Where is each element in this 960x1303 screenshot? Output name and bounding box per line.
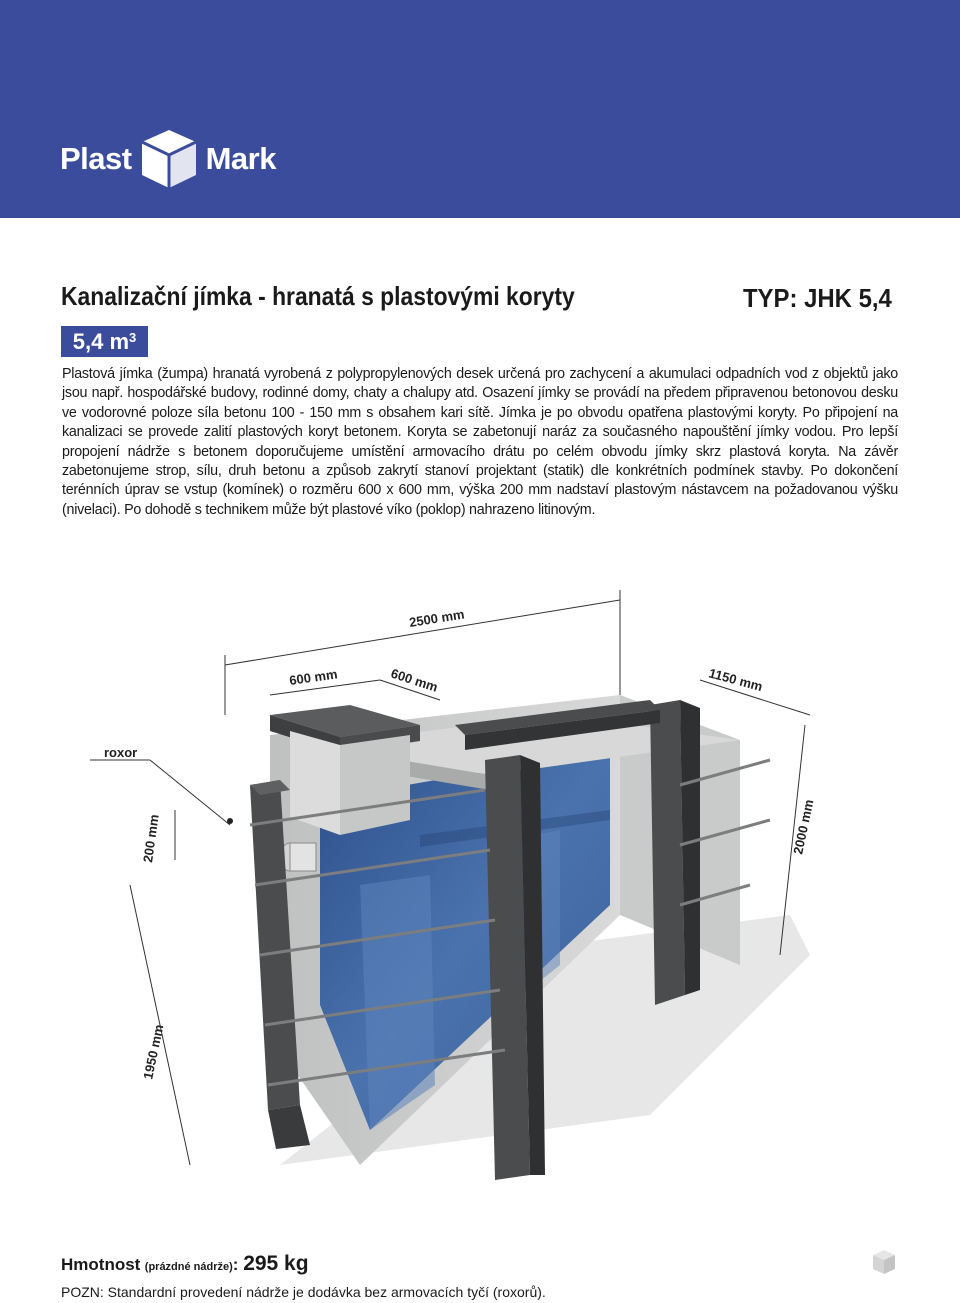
tank-diagram <box>90 585 870 1225</box>
volume-badge <box>61 326 148 357</box>
volume-value: 5,4 m <box>72 328 130 354</box>
plastmark-logo <box>60 128 276 190</box>
dim-inlet-depth-label: 600 mm <box>389 665 440 695</box>
page-title: Kanalizační jímka - hranatá s plastovými koryty <box>61 281 575 311</box>
dim-width-label: 1150 mm <box>707 665 765 695</box>
rib-3 <box>650 700 685 1005</box>
logo-word-mark: Mark <box>205 141 276 176</box>
logo-cube-icon <box>138 128 200 190</box>
dim-length-label: 2500 mm <box>408 606 466 630</box>
type-label: TYP: JHK 5,4 <box>743 283 892 313</box>
weight-info: Hmotnost (prázdné nádrže): 295 kg <box>61 1252 309 1275</box>
footnote: POZN: Standardní provedení nádrže je dodávka bez armovacích tyčí (roxorů). <box>61 1284 546 1300</box>
logo-word-plast: Plast <box>60 141 132 176</box>
weight-value: 295 kg <box>243 1252 309 1275</box>
small-cube-icon <box>872 1249 896 1275</box>
header-banner <box>0 0 960 218</box>
weight-sub-label: (prázdné nádrže) <box>144 1261 233 1273</box>
weight-label: Hmotnost <box>61 1255 141 1274</box>
dim-height-label: 2000 mm <box>790 798 817 856</box>
dim-chimney-label: 200 mm <box>140 813 162 864</box>
description-text: Plastová jímka (žumpa) hranatá vyrobená z polypropylenových desek určená pro zachycení a akumulaci odpadních vod z objektů jako jsou např. hospodářské budovy, rodinné domy, chaty a chalupy atd. Osazení jímky se provádí na předem připravenou betonovou desku ve vodorovné poloze síla betonu 100 - 150 mm s obsahem kari sítě. Jímka je po obvodu opatřena plastovými koryty. Po připojení na kanalizaci se provede zalití plastových koryt betonem. Koryta se zabetonují naráz za současného napouštění jímky vodou. Pro lepší propojení nádrže s betonem doporučujeme umístění armovacího drátu po celém obvodu jímky skrz plastová koryta. Na závěr zabetonujeme strop, sílu, druh betonu a způsob zakrytí stanoví projektant (statik) dle konkrétních podmínek stavby. Po dokončení terénních úprav se vstup (komínek) o rozměru 600 x 600 mm, výška 200 mm nadstaví plastovým nástavcem na požadovanou výšku (nivelaci). Po dohodě s technikem může být plastové víko (poklop) nahrazeno litinovým. <box>62 366 898 518</box>
rebar-label: roxor <box>104 745 138 760</box>
dim-depth-label: 1950 mm <box>140 1023 167 1081</box>
dim-inlet-width-label: 600 mm <box>288 666 339 688</box>
volume-exponent: 3 <box>129 330 137 345</box>
